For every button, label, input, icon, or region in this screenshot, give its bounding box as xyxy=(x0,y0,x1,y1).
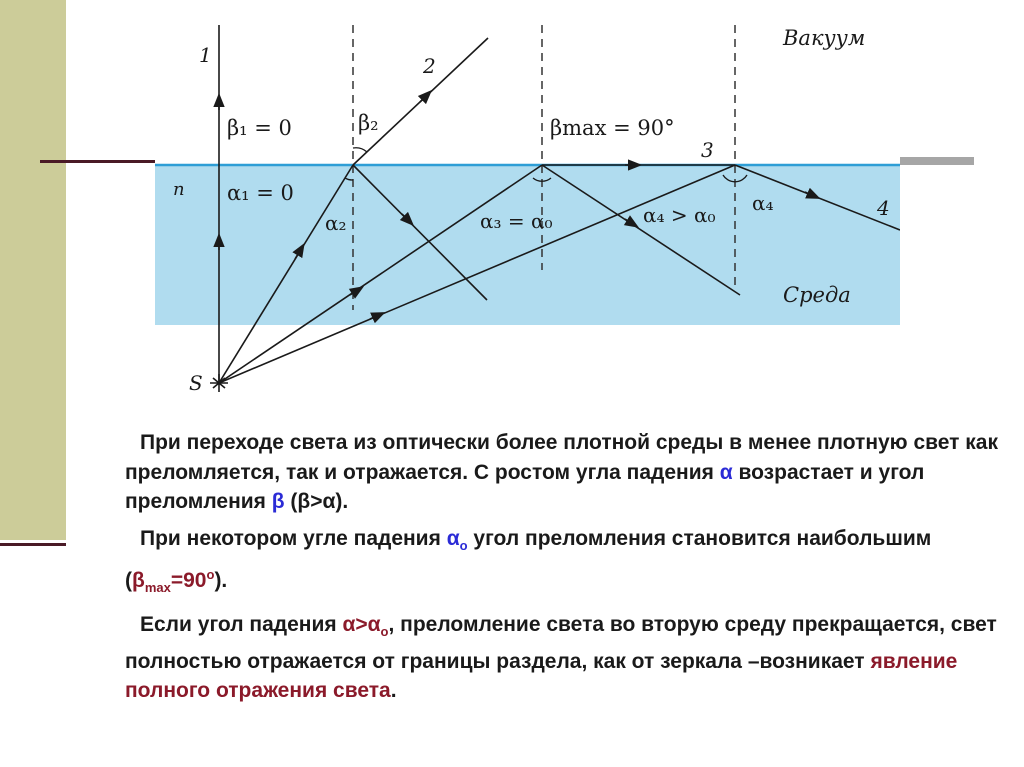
ray-number-3: 3 xyxy=(701,138,714,162)
p2-text-2: угол преломления становится наибольшим ( xyxy=(125,526,932,593)
ray-diagram xyxy=(155,0,900,400)
p2-beta-sub: max xyxy=(144,580,171,596)
p2-deg: o xyxy=(206,567,215,583)
label-medium: Среда xyxy=(783,283,851,307)
side-band xyxy=(0,0,66,540)
paragraph-2 xyxy=(125,524,1005,603)
p1-text-4: ). xyxy=(335,490,349,513)
p1-beta-gt-alpha: β>α xyxy=(297,490,336,513)
paragraph-1 xyxy=(125,428,1005,517)
p1-beta: β xyxy=(271,490,285,513)
label-beta2: β₂ xyxy=(358,111,379,135)
label-beta1: β₁ = 0 xyxy=(227,116,292,140)
top-divider-left xyxy=(40,160,160,163)
label-alpha3: α₃ = α₀ xyxy=(480,209,553,233)
p2-text-1: При некотором угле падения xyxy=(140,526,447,550)
p3-text-2: , преломление света во вторую среду прекращается, свет полностью отражается от границы раздела, как от зеркала –возникает xyxy=(125,612,997,673)
p3-alpha-sub: o xyxy=(380,624,389,640)
p2-beta: β xyxy=(132,569,145,593)
p3-alpha-compare: α>α xyxy=(342,612,381,636)
top-divider-right xyxy=(900,157,974,165)
p2-text-3: ). xyxy=(214,569,228,593)
label-alpha1: α₁ = 0 xyxy=(227,181,294,205)
explanation-text xyxy=(125,428,1005,713)
label-beta-max: βmax = 90° xyxy=(550,116,675,140)
p3-text-1: Если угол падения xyxy=(140,612,343,636)
bottom-divider xyxy=(0,543,66,546)
p2-alpha: α xyxy=(446,526,460,550)
label-alpha4-compare: α₄ > α₀ xyxy=(643,203,716,227)
ray-number-2: 2 xyxy=(423,54,436,78)
label-vacuum: Вакуум xyxy=(783,26,866,50)
label-alpha4: α₄ xyxy=(752,191,774,215)
p3-highlight: явление полного отражения света xyxy=(125,649,958,703)
paragraph-3 xyxy=(125,610,1005,706)
p1-text-2: возрастает и угол преломления xyxy=(125,460,925,513)
label-alpha2: α₂ xyxy=(325,211,347,235)
refraction-figure xyxy=(155,0,900,400)
p2-eq: =90 xyxy=(170,569,207,593)
label-n: n xyxy=(173,179,185,200)
p1-text-1: При переходе света из оптически более плотной среды в менее плотную свет как преломляется, так и отражается. С ростом угла падения xyxy=(125,431,998,484)
p3-text-3: . xyxy=(390,679,397,703)
label-source: S xyxy=(189,371,203,395)
p1-text-3: ( xyxy=(284,490,298,513)
p1-alpha: α xyxy=(719,460,733,484)
p2-alpha-sub: o xyxy=(459,537,468,553)
ray-number-4: 4 xyxy=(877,196,890,220)
ray-number-1: 1 xyxy=(199,43,212,67)
